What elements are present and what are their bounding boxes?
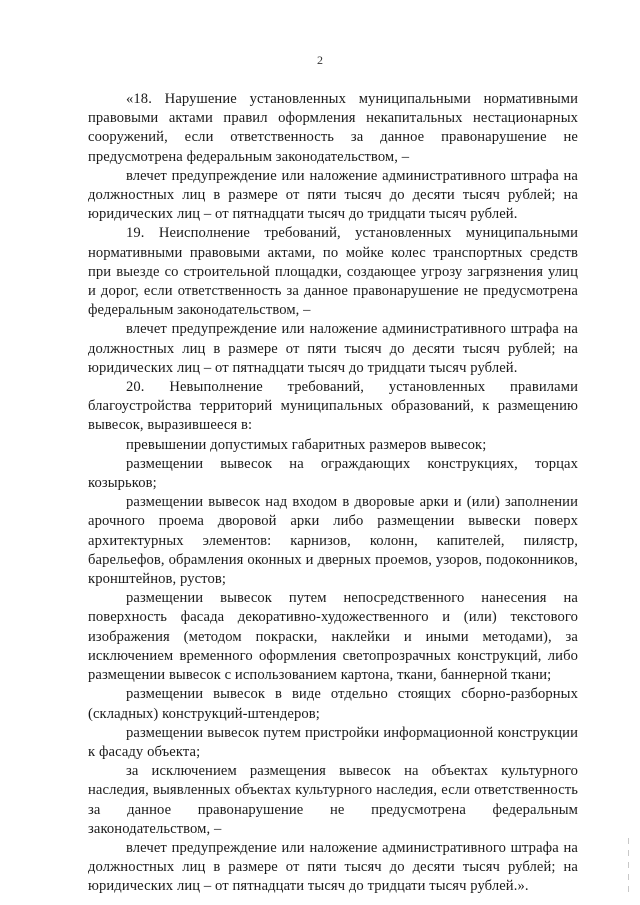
- paragraph-20: 20. Невыполнение требований, установленных правилами благоустройства территорий муниципальных образований, к размещению вывесок, выразившееся в:: [88, 379, 578, 434]
- paragraph-18-penalty: влечет предупреждение или наложение административного штрафа на должностных лиц в размере от пяти тысяч до десяти тысяч рублей; на юридических лиц – от пятнадцати тысяч до тридцати тысяч рублей.: [88, 167, 578, 223]
- list-item-standing: размещении вывесок в виде отдельно стоящих сборно-разборных (складных) конструкций-штендеров;: [88, 686, 578, 722]
- paragraph-19-penalty: влечет предупреждение или наложение административного штрафа на должностных лиц в размере от пяти тысяч до десяти тысяч рублей; на юридических лиц – от пятнадцати тысяч до тридцати тысяч рублей.: [88, 321, 578, 376]
- list-item-extension: размещении вывесок путем пристройки информационной конструкции к фасаду объекта;: [88, 724, 578, 760]
- scan-edge-marks: [628, 838, 630, 898]
- list-item-fences: размещении вывесок на ограждающих конструкциях, торцах козырьков;: [88, 455, 578, 492]
- paragraph-20-exception: за исключением размещения вывесок на объектах культурного наследия, выявленных объектах культурного наследия, если ответственность за данное правонарушение не предусмотрена федеральным законодательством, –: [88, 763, 578, 837]
- list-item-size: превышении допустимых габаритных размеров вывесок;: [126, 436, 487, 453]
- paragraph-20-penalty: влечет предупреждение или наложение административного штрафа на должностных лиц в размере от пяти тысяч до десяти тысяч рублей; на юридических лиц – от пятнадцати тысяч до тридцати тысяч рублей.».: [88, 839, 578, 895]
- page-number: 2: [317, 53, 323, 67]
- paragraph-19: 19. Неисполнение требований, установленных муниципальными нормативными правовыми актами, по мойке колес транспортных средств при выезде со строительной площадки, создающее угрозу загрязнения улиц и дорог, если ответственность за данное правонарушение не предусмотрена федеральным законодательством, –: [88, 225, 578, 319]
- list-item-arches: размещении вывесок над входом в дворовые арки и (или) заполнении арочного проема дворовой арки либо размещении вывески поверх архитектурных элементов: карнизов, колонн, капителей, пилястр, барельефов, обрамления оконных и дверных проемов, узоров, подоконников, кронштейнов, рустов;: [88, 494, 578, 588]
- paragraph-18: «18. Нарушение установленных муниципальными нормативными правовыми актами правил оформления некапитальных нестационарных сооружений, если ответственность за данное правонарушение не предусмотрена федеральным законодательством, –: [88, 91, 578, 165]
- document-body: [88, 90, 578, 897]
- list-item-facade: размещении вывесок путем непосредственного нанесения на поверхность фасада декоративно-художественного и (или) текстового изображения (методом покраски, наклейки и иными методами), за исключением временного оформления светопрозрачных конструкций, либо размещении вывесок с использованием картона, ткани, баннерной ткани;: [88, 590, 578, 684]
